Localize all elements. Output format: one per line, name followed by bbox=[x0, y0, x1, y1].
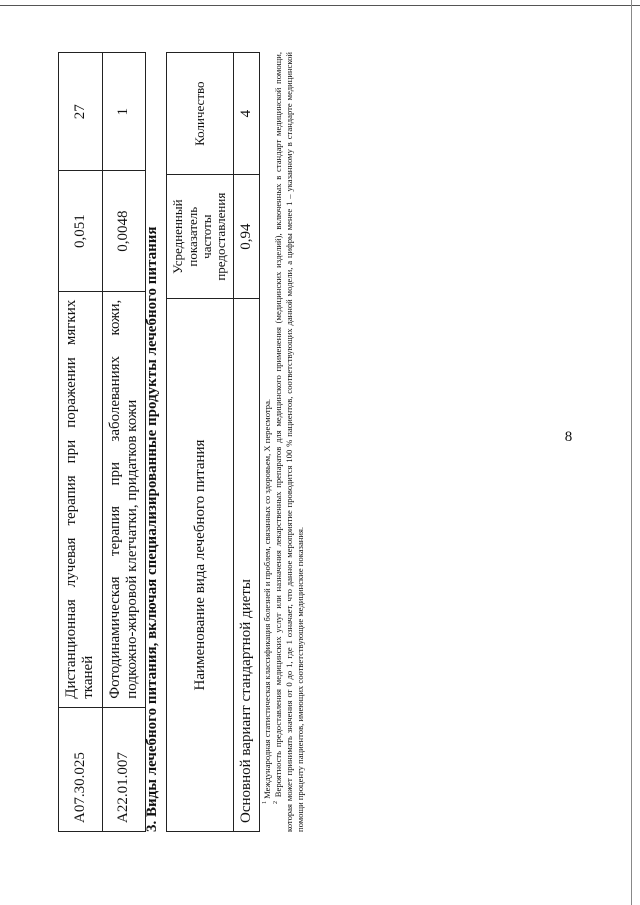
page-number: 8 bbox=[564, 428, 573, 445]
table-row bbox=[102, 53, 146, 832]
procedure-name: Дистанционная лучевая терапия при поражении мягких тканей bbox=[59, 291, 103, 707]
nutrition-name: Основной вариант стандартной диеты bbox=[234, 299, 260, 832]
procedure-name: Фотодинамическая терапия при заболеваниях кожи, подкожно-жировой клетчатки, придатков кожи bbox=[102, 291, 146, 707]
table-row bbox=[59, 53, 103, 832]
rotated-page bbox=[0, 52, 594, 852]
footnote-1-mark: 1 bbox=[262, 801, 269, 804]
procedures-table bbox=[58, 52, 146, 832]
procedure-frequency: 0,051 bbox=[59, 171, 103, 291]
nutrition-table bbox=[166, 52, 260, 832]
procedure-frequency: 0,0048 bbox=[102, 171, 146, 291]
scan-edge-right bbox=[631, 0, 632, 905]
footnote-1-text: Международная статистическая классификация болезней и проблем, связанных со здоровьем, X пересмотра. bbox=[262, 398, 272, 799]
nutrition-quantity: 4 bbox=[234, 53, 260, 175]
procedure-code: A07.30.025 bbox=[59, 707, 103, 831]
header-nutrition-name: Наименование вида лечебного питания bbox=[167, 299, 234, 832]
procedure-quantity: 1 bbox=[102, 53, 146, 171]
procedure-code: A22.01.007 bbox=[102, 707, 146, 831]
table-row bbox=[234, 53, 260, 832]
nutrition-frequency: 0,94 bbox=[234, 175, 260, 299]
header-frequency: Усредненный показатель частоты предоставления bbox=[167, 175, 234, 299]
table-header-row bbox=[167, 53, 234, 832]
scan-edge-top bbox=[0, 0, 640, 6]
procedure-quantity: 27 bbox=[59, 53, 103, 171]
header-quantity: Количество bbox=[167, 53, 234, 175]
footnote-2-mark: 2 bbox=[273, 801, 280, 804]
footnotes bbox=[262, 52, 306, 832]
footnote-1 bbox=[262, 52, 273, 832]
footnote-2-text: Вероятность предоставления медицинских услуг или назначения лекарственных препаратов для медицинского применения (медицинских изделий), включенных в стандарт медицинской помощи, которая может принимать значения от 0 до 1, где 1 означает, что данное мероприятие проводится 100 % пациентов, соответствующих данной модели, а цифры менее 1 – указанному в стандарте медицинской помощи проценту пациентов, имеющих соответствующие медицинские показания. bbox=[273, 52, 305, 832]
section-title: 3. Виды лечебного питания, включая специализированные продукты лечебного питания bbox=[144, 226, 160, 832]
footnote-2 bbox=[273, 52, 306, 832]
